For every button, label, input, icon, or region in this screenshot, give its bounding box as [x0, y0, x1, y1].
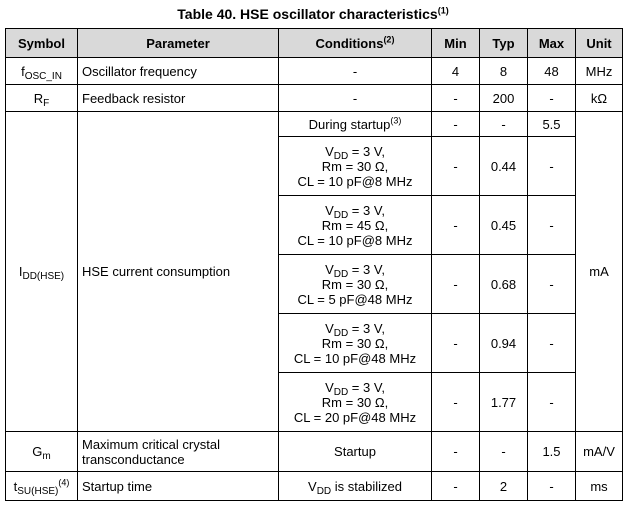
typ-cell: 0.44 — [480, 137, 528, 196]
cond-line-1: = 3 V, — [348, 320, 385, 336]
parameter-line-2: transconductance — [82, 451, 185, 467]
symbol-sub: SU(HSE) — [17, 485, 59, 497]
parameter-cell — [78, 432, 279, 472]
cond-line-3: CL = 20 pF@48 MHz — [293, 409, 417, 425]
symbol-cell — [6, 58, 78, 85]
vdd-sub: DD — [333, 150, 349, 162]
symbol-sub: m — [42, 451, 51, 462]
conditions-cell: $V_{DD} = 3$ V, Rm = 45 Ω, CL = 10 pF@8 MHz — [279, 196, 432, 255]
conditions-cell: $V_{DD} = 3$ V, Rm = 30 Ω, CL = 5 pF@48 MHz — [279, 255, 432, 314]
unit-cell: ms — [576, 472, 623, 501]
vdd-sub: DD — [333, 268, 349, 280]
cond-line-1: = 3 V, — [348, 261, 385, 277]
row-oscillator-frequency — [6, 58, 623, 85]
symbol-cell — [6, 112, 78, 432]
cond-line-1: = 3 V, — [348, 202, 385, 218]
max-cell: 48 — [528, 58, 576, 85]
header-parameter: Parameter — [78, 29, 279, 58]
conditions-cell: $V_{DD} = 3$ V, Rm = 30 Ω, CL = 10 pF@8 MHz — [279, 137, 432, 196]
header-unit: Unit — [576, 29, 623, 58]
conditions-cell: - — [279, 58, 432, 85]
header-row — [6, 29, 623, 58]
max-cell: - — [528, 472, 576, 501]
typ-cell: 8 — [480, 58, 528, 85]
symbol-main: f — [21, 63, 25, 79]
conditions-cell: $V_{DD}$ is stabilized — [279, 472, 432, 501]
max-cell: 1.5 — [528, 432, 576, 472]
parameter-cell: Startup time — [78, 472, 279, 501]
unit-cell: kΩ — [576, 85, 623, 112]
min-cell: - — [432, 112, 480, 137]
cond-line-3: CL = 5 pF@48 MHz — [297, 291, 413, 307]
symbol-cell — [6, 432, 78, 472]
min-cell: 4 — [432, 58, 480, 85]
vdd-sub: DD — [333, 209, 349, 221]
symbol-main: G — [32, 444, 43, 459]
symbol-note: (4) — [58, 477, 70, 488]
min-cell: - — [432, 432, 480, 472]
parameter-cell: HSE current consumption — [78, 112, 279, 432]
conditions-cell: - — [279, 85, 432, 112]
cond-line-1: = 3 V, — [348, 143, 385, 159]
cond-line-2: Rm = 30 Ω, — [321, 335, 389, 351]
typ-cell: 0.68 — [480, 255, 528, 314]
row-feedback-resistor — [6, 85, 623, 112]
hse-characteristics-table — [5, 28, 623, 501]
header-conditions-note: (2) — [383, 34, 395, 45]
parameter-line-1: Maximum critical crystal — [82, 436, 220, 452]
row-transconductance — [6, 432, 623, 472]
parameter-cell: Oscillator frequency — [78, 58, 279, 85]
cond-line-3: CL = 10 pF@8 MHz — [297, 232, 413, 248]
typ-cell: - — [480, 112, 528, 137]
header-max: Max — [528, 29, 576, 58]
typ-cell: 0.45 — [480, 196, 528, 255]
conditions-rest: is stabilized — [331, 478, 402, 494]
symbol-main: t — [13, 478, 18, 494]
unit-cell: mA/V — [576, 432, 623, 472]
cond-line-2: Rm = 30 Ω, — [321, 276, 389, 292]
cond-line-3: CL = 10 pF@8 MHz — [297, 173, 413, 189]
symbol-main: R — [33, 90, 44, 106]
symbol-main: I — [18, 264, 23, 279]
vdd-sub: DD — [333, 386, 349, 398]
cond-line-3: CL = 10 pF@48 MHz — [293, 350, 417, 366]
conditions-cell — [279, 112, 432, 137]
conditions-cell: $V_{DD} = 3$ V, Rm = 30 Ω, CL = 20 pF@48 MHz — [279, 373, 432, 432]
row-hse-current-startup — [6, 112, 623, 137]
header-conditions — [279, 29, 432, 58]
symbol-sub: OSC_IN — [24, 70, 62, 82]
min-cell: - — [432, 85, 480, 112]
min-cell: - — [432, 196, 480, 255]
min-cell: - — [432, 255, 480, 314]
conditions-cell: $V_{DD} = 3$ V, Rm = 30 Ω, CL = 10 pF@48 MHz — [279, 314, 432, 373]
vdd-sub: DD — [333, 327, 349, 339]
header-typ: Typ — [480, 29, 528, 58]
max-cell: 5.5 — [528, 112, 576, 137]
max-cell: - — [528, 137, 576, 196]
unit-cell: mA — [576, 112, 623, 432]
max-cell: - — [528, 373, 576, 432]
symbol-cell — [6, 85, 78, 112]
parameter-cell: Feedback resistor — [78, 85, 279, 112]
symbol-sub: DD(HSE) — [22, 271, 65, 282]
max-cell: - — [528, 85, 576, 112]
min-cell: - — [432, 472, 480, 501]
caption-text: Table 40. HSE oscillator characteristics — [177, 6, 438, 22]
cond-line-1: = 3 V, — [348, 379, 385, 395]
vdd-sub: DD — [316, 485, 332, 497]
typ-cell: - — [480, 432, 528, 472]
typ-cell: 200 — [480, 85, 528, 112]
conditions-cell: Startup — [279, 432, 432, 472]
unit-cell: MHz — [576, 58, 623, 85]
max-cell: - — [528, 255, 576, 314]
cond-line-2: Rm = 30 Ω, — [321, 394, 389, 410]
cond-line-2: Rm = 30 Ω, — [321, 158, 389, 174]
min-cell: - — [432, 137, 480, 196]
typ-cell: 2 — [480, 472, 528, 501]
table-caption — [0, 2, 626, 26]
row-startup-time — [6, 472, 623, 501]
max-cell: - — [528, 196, 576, 255]
min-cell: - — [432, 314, 480, 373]
caption-note: (1) — [437, 5, 449, 16]
conditions-note: (3) — [390, 115, 402, 126]
conditions-text: During startup — [308, 116, 391, 132]
header-min: Min — [432, 29, 480, 58]
symbol-cell — [6, 472, 78, 501]
typ-cell: 1.77 — [480, 373, 528, 432]
typ-cell: 0.94 — [480, 314, 528, 373]
min-cell: - — [432, 373, 480, 432]
symbol-sub: F — [43, 97, 50, 109]
max-cell: - — [528, 314, 576, 373]
header-symbol: Symbol — [6, 29, 78, 58]
header-conditions-label: Conditions — [315, 35, 384, 51]
cond-line-2: Rm = 45 Ω, — [321, 217, 389, 233]
